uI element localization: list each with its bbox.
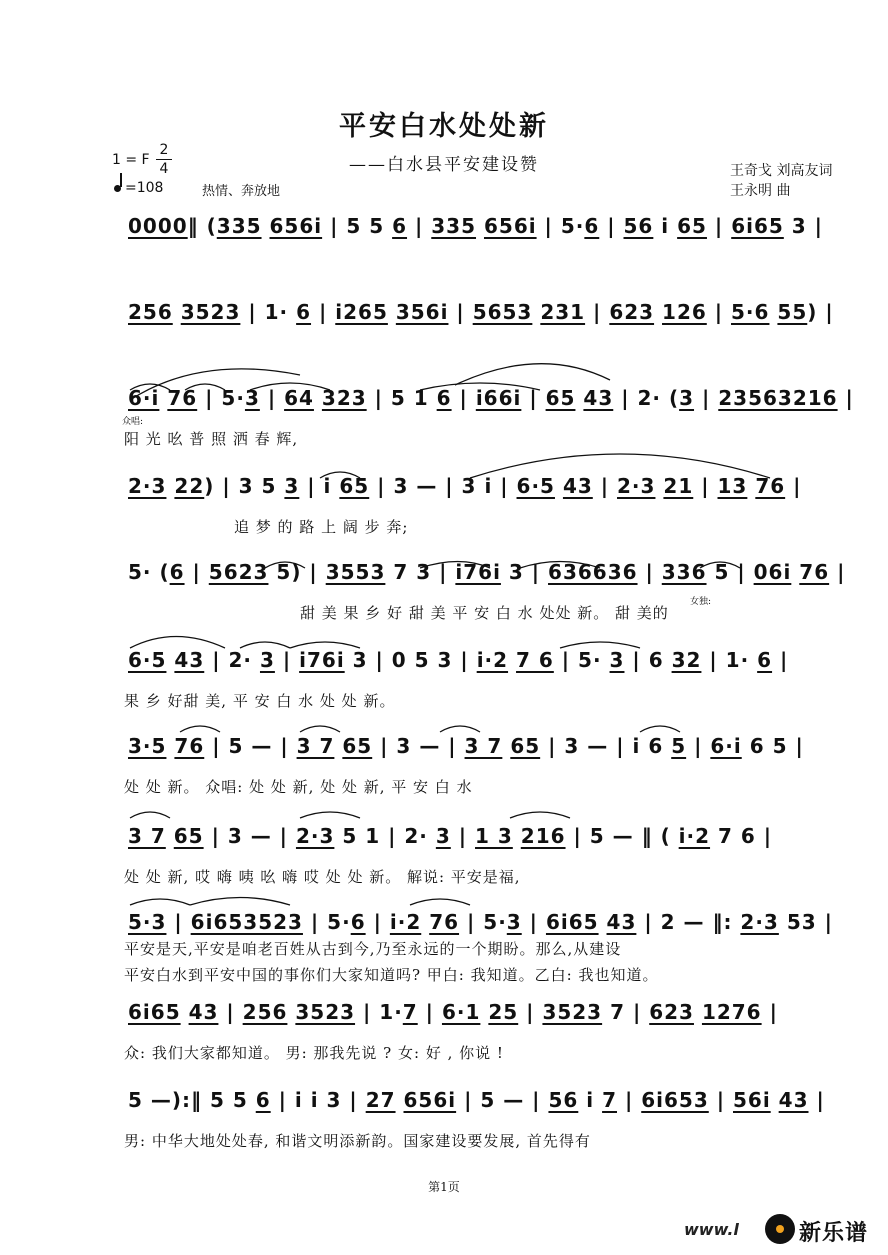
lyric-line: 处 处 新。 众唱: 处 处 新, 处 处 新, 平 安 白 水 [124,778,473,796]
beamed-note-group: 0000 [128,214,188,238]
note-text: | [694,386,719,410]
note-text: 53 | [778,910,833,934]
note-text: | 3 — | [203,824,296,848]
beamed-note-group: 3523 [542,1000,603,1024]
beamed-note-group: 65 [339,474,370,498]
note-text: 7 | [602,1000,650,1024]
note-text: | 5· [553,648,610,672]
song-title: 平安白水处处新 [339,111,549,142]
note-text: i [578,1088,603,1112]
beamed-note-group: 126 [662,300,707,324]
note-text: | 3 — | [372,734,465,758]
note-text: | 5 1 [366,386,437,410]
note-text: | [407,214,432,238]
note-text: | [451,386,476,410]
beamed-note-group: 3 [679,386,695,410]
beamed-note-group: 3 7 [464,734,503,758]
page-number: 第1页 [428,1180,460,1194]
beamed-note-group: i76i [455,560,501,584]
note-text: 5 —):‖ 5 5 [128,1088,256,1112]
beamed-note-group: 336 [661,560,707,584]
beamed-note-group: 3523 [295,1000,356,1024]
note-text: | [184,560,209,584]
beamed-note-group: 6 [255,1088,271,1112]
beamed-note-group: i66i [475,386,522,410]
site-logo [765,1212,881,1250]
beamed-note-group: 1276 [701,1000,762,1024]
beamed-note-group: 6 [584,214,600,238]
beamed-note-group: 656i [403,1088,457,1112]
beamed-note-group: 22 [174,474,205,498]
note-text: 7 6 | [710,824,773,848]
beamed-note-group: i·2 [476,648,509,672]
note-text: | [617,1088,642,1112]
beamed-note-group: 65 [510,734,541,758]
record-icon [765,1214,795,1244]
beamed-note-group: 5 [671,734,687,758]
note-text: | [417,1000,442,1024]
beamed-note-group: 3 [506,910,522,934]
beamed-note-group: i265 [335,300,388,324]
note-text: | 6 [624,648,672,672]
note-text: 5 1 | 2· [334,824,436,848]
beamed-note-group: 6·5 [516,474,555,498]
note-text: | 2· [204,648,260,672]
note-text: i [653,214,678,238]
note-text: | [785,474,802,498]
beamed-note-group: 3553 [325,560,386,584]
note-text: | 5· [197,386,245,410]
beamed-note-group: 25 [488,1000,519,1024]
beamed-note-group: 356i [395,300,449,324]
note-text: | [837,386,854,410]
note-text: ) | [807,300,834,324]
note-text: 6 5 | [741,734,804,758]
expression-marking: 热情、奔放地 [202,184,281,199]
beamed-note-group: 3·5 [128,734,167,758]
note-text: | 3 — | i 6 [540,734,672,758]
note-text: | 1· [355,1000,403,1024]
beamed-note-group: 3 7 [128,824,166,848]
beamed-note-group: 64 [284,386,314,410]
beamed-note-group: 7 [402,1000,418,1024]
note-text: | [592,474,618,498]
note-text: | 5 — | [204,734,297,758]
beamed-note-group: 6·5 [128,648,167,672]
note-text: | 1· [240,300,297,324]
note-text: | [311,300,336,324]
composer-credit: 王永明 曲 [730,183,791,199]
beamed-note-group: 76 [429,910,460,934]
beamed-note-group: 6 [436,386,452,410]
beamed-note-group: 7 6 [516,648,554,672]
beamed-note-group: 3 7 [296,734,335,758]
beamed-note-group: 65 [677,214,707,238]
tempo-value: =108 [125,180,164,196]
lyric-line: 平安白水到平安中国的事你们大家知道吗? 甲白: 我知道。乙白: 我也知道。 [124,966,659,984]
beamed-note-group: 6·i [128,386,160,410]
beamed-note-group: 231 [540,300,586,324]
beamed-note-group: 55 [777,300,808,324]
note-text: 3 | 0 5 3 | [344,648,477,672]
beamed-note-group: 06i [753,560,792,584]
lyric-line: 阳 光 吆 普 照 洒 春 辉, [124,430,299,448]
beamed-note-group: 3 [609,648,625,672]
site-watermark: www.l [684,1220,739,1239]
note-text: | [448,300,473,324]
beamed-note-group: 256 [128,300,173,324]
beamed-note-group: 13 [717,474,748,498]
beamed-note-group: 6·1 [441,1000,481,1024]
beamed-note-group: 6i65 [731,214,784,238]
key-signature: 1 = F [112,152,150,168]
note-text: | [521,910,546,934]
beamed-note-group: 7 [602,1088,617,1112]
note-text: 5 | [706,560,754,584]
beamed-note-group: 76 [799,560,830,584]
beamed-note-group: 43 [562,474,593,498]
beamed-note-group: 656i [269,214,323,238]
beamed-note-group: 3 [435,824,451,848]
beamed-note-group: 3523 [180,300,241,324]
note-text: | [218,1000,243,1024]
beamed-note-group: 65 [545,386,576,410]
beamed-note-group: 5653 [472,300,533,324]
note-text: | [693,474,718,498]
beamed-note-group: 6i65 [128,1000,181,1024]
beamed-note-group: 5·3 [128,910,167,934]
beamed-note-group: 6 [757,648,773,672]
beamed-note-group: 6 [392,214,408,238]
note-text: | [686,734,711,758]
beamed-note-group: 6 [169,560,185,584]
beamed-note-group: 56 [548,1088,579,1112]
beamed-note-group: 2·3 [295,824,335,848]
note-text: | 1· [701,648,758,672]
note-text: | [772,648,789,672]
part-label: 众唱: [122,417,144,427]
beamed-note-group: 335 [216,214,262,238]
beamed-note-group: 335 [431,214,477,238]
time-sig-top: 2 [159,142,169,158]
beamed-note-group: 76 [174,734,205,758]
beamed-note-group: 623 [649,1000,694,1024]
lyric-line: 果 乡 好甜 美, 平 安 白 水 处 处 新。 [124,692,396,710]
beamed-note-group: 3 [284,474,300,498]
beamed-note-group: 5623 [208,560,269,584]
beamed-note-group: 32 [671,648,702,672]
note-text: | [706,214,732,238]
lyric-line: 男: 中华大地处处春, 和谐文明添新韵。国家建设要发展, 首先得有 [124,1132,591,1150]
note-text: ) | 3 5 [204,474,285,498]
beamed-note-group: 56i [733,1088,771,1112]
lyric-line: 众: 我们大家都知道。 男: 那我先说 ? 女: 好 , 你说 ! [124,1044,504,1062]
beamed-note-group: 6i65 [545,910,599,934]
beamed-note-group: i·2 [678,824,711,848]
beamed-note-group: 2·3 [128,474,167,498]
note-text: | [808,1088,825,1112]
beamed-note-group: 6 [350,910,366,934]
beamed-note-group: 6·i [710,734,742,758]
beamed-note-group: 623 [609,300,655,324]
beamed-note-group: 27 [365,1088,396,1112]
beamed-note-group: 76 [755,474,786,498]
note-text: | [274,648,300,672]
lyric-line: 平安是天,平安是咱老百姓从古到今,乃至永远的一个期盼。那么,从建设 [124,940,622,958]
note-text: 3 | [500,560,549,584]
beamed-note-group: 43 [188,1000,219,1024]
note-text: | i [299,474,340,498]
lyric-line: 甜 美 果 乡 好 甜 美 平 安 白 水 处处 新。 甜 美的 [300,604,669,622]
note-text: ‖ ( [187,214,217,238]
beamed-note-group: 23563216 [718,386,838,410]
beamed-note-group: 65 [173,824,204,848]
beamed-note-group: 6 [296,300,312,324]
beamed-note-group: 76 [167,386,198,410]
time-sig-bottom: 4 [159,161,169,177]
note-text: | 2· ( [613,386,680,410]
note-text: | [599,214,624,238]
beamed-note-group: 43 [583,386,614,410]
note-text: | [166,910,191,934]
beamed-note-group: 256 [242,1000,288,1024]
note-text: 5) | [268,560,326,584]
beamed-note-group: i76i [299,648,345,672]
beamed-note-group: 56 [623,214,654,238]
beamed-note-group: 43 [174,648,205,672]
note-text: | 3 — | 3 i | [369,474,517,498]
note-text: | 2 — ‖: [636,910,741,934]
beamed-note-group: i·2 [389,910,422,934]
beamed-note-group: 5·6 [731,300,770,324]
note-text: 5· ( [128,560,170,584]
note-text: | 5· [536,214,585,238]
beamed-note-group: 2·3 [617,474,656,498]
note-text: 3 | [783,214,823,238]
beamed-note-group: 43 [778,1088,809,1112]
song-subtitle: ——白水县平安建设赞 [349,155,539,175]
note-text: | [521,386,546,410]
beamed-note-group: 2·3 [740,910,779,934]
note-text: | [365,910,390,934]
note-text: | 5 5 [322,214,393,238]
note-text: | [829,560,846,584]
beamed-note-group: 3 [244,386,260,410]
beamed-note-group: 3 [259,648,275,672]
lyricist-credit: 王奇戈 刘高友词 [730,163,833,179]
note-text: | 5 — | [456,1088,549,1112]
note-text: | [637,560,662,584]
note-text: | 5 — ‖ ( [565,824,679,848]
note-text: | [761,1000,778,1024]
beamed-note-group: 21 [663,474,694,498]
note-text: | [585,300,610,324]
note-text: | [706,300,732,324]
note-text: 7 3 | [385,560,456,584]
beamed-note-group: 216 [520,824,566,848]
beamed-note-group: 323 [321,386,367,410]
beamed-note-group: 6i653 [641,1088,709,1112]
beamed-note-group: 6i653523 [190,910,303,934]
beamed-note-group: 43 [606,910,637,934]
logo-text: 新乐谱 [799,1221,869,1246]
note-text: | 5· [459,910,507,934]
note-text: | [259,386,285,410]
beamed-note-group: 65 [342,734,373,758]
beamed-note-group: 656i [483,214,537,238]
note-text: | [708,1088,733,1112]
beamed-note-group: 1 3 [475,824,513,848]
part-label: 女独: [690,597,712,607]
note-text: | [450,824,476,848]
lyric-line: 处 处 新, 哎 嗨 咦 吆 嗨 哎 处 处 新。 解说: 平安是福, [124,868,521,886]
note-text: | [518,1000,543,1024]
lyric-line: 追 梦 的 路 上 阔 步 奔; [234,518,409,536]
note-text: | i i 3 | [270,1088,366,1112]
note-text: | 5· [302,910,351,934]
beamed-note-group: 636636 [548,560,638,584]
